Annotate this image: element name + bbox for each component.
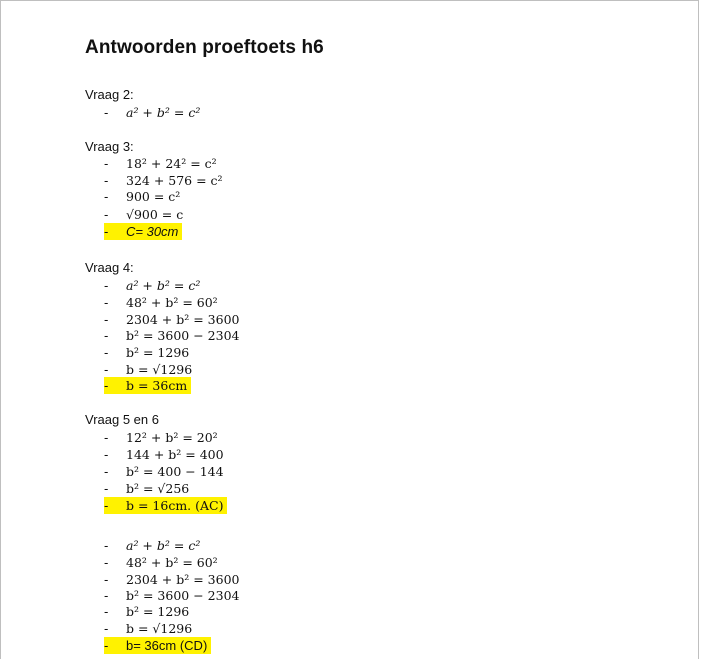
answer-line: - a² + b² = c² bbox=[104, 278, 201, 293]
answer-line: - 12² + b² = 20² bbox=[104, 430, 218, 445]
answer-line: - 18² + 24² = c² bbox=[104, 156, 217, 171]
answer-line: - b² = √256 bbox=[104, 481, 190, 496]
answer-line: - 2304 + b² = 3600 bbox=[104, 572, 240, 587]
question-label-5-6: Vraag 5 en 6 bbox=[85, 412, 159, 427]
answer-line: - b = √1296 bbox=[104, 621, 193, 636]
answer-line: - a² + b² = c² bbox=[104, 105, 201, 120]
answer-line: - b² = 3600 − 2304 bbox=[104, 588, 240, 603]
answer-line: - 900 = c² bbox=[104, 189, 181, 204]
answer-line: - 144 + b² = 400 bbox=[104, 447, 224, 462]
answer-line: - a² + b² = c² bbox=[104, 538, 201, 553]
answer-line-highlighted: - b = 16cm. (AC) bbox=[104, 497, 227, 514]
answer-line: - b² = 400 − 144 bbox=[104, 464, 224, 479]
answer-line: - b² = 1296 bbox=[104, 345, 190, 360]
bullet-dash: - bbox=[104, 105, 109, 120]
answer-line-highlighted: - C= 30cm bbox=[104, 223, 182, 240]
question-label-4: Vraag 4: bbox=[85, 260, 134, 275]
answer-line-highlighted: - b = 36cm bbox=[104, 377, 191, 394]
question-label-3: Vraag 3: bbox=[85, 139, 134, 154]
answer-line-highlighted: - b= 36cm (CD) bbox=[104, 637, 211, 654]
answer-line: - 324 + 576 = c² bbox=[104, 173, 223, 188]
answer-line: - b² = 1296 bbox=[104, 604, 190, 619]
answer-line: - b² = 3600 − 2304 bbox=[104, 328, 240, 343]
answer-line: - 2304 + b² = 3600 bbox=[104, 312, 240, 327]
document-title: Antwoorden proeftoets h6 bbox=[85, 37, 324, 58]
answer-line: - 48² + b² = 60² bbox=[104, 295, 218, 310]
answer-line: - √900 = c bbox=[104, 207, 184, 222]
answer-line: - 48² + b² = 60² bbox=[104, 555, 218, 570]
answer-line: - b = √1296 bbox=[104, 362, 193, 377]
question-label-2: Vraag 2: bbox=[85, 87, 134, 102]
